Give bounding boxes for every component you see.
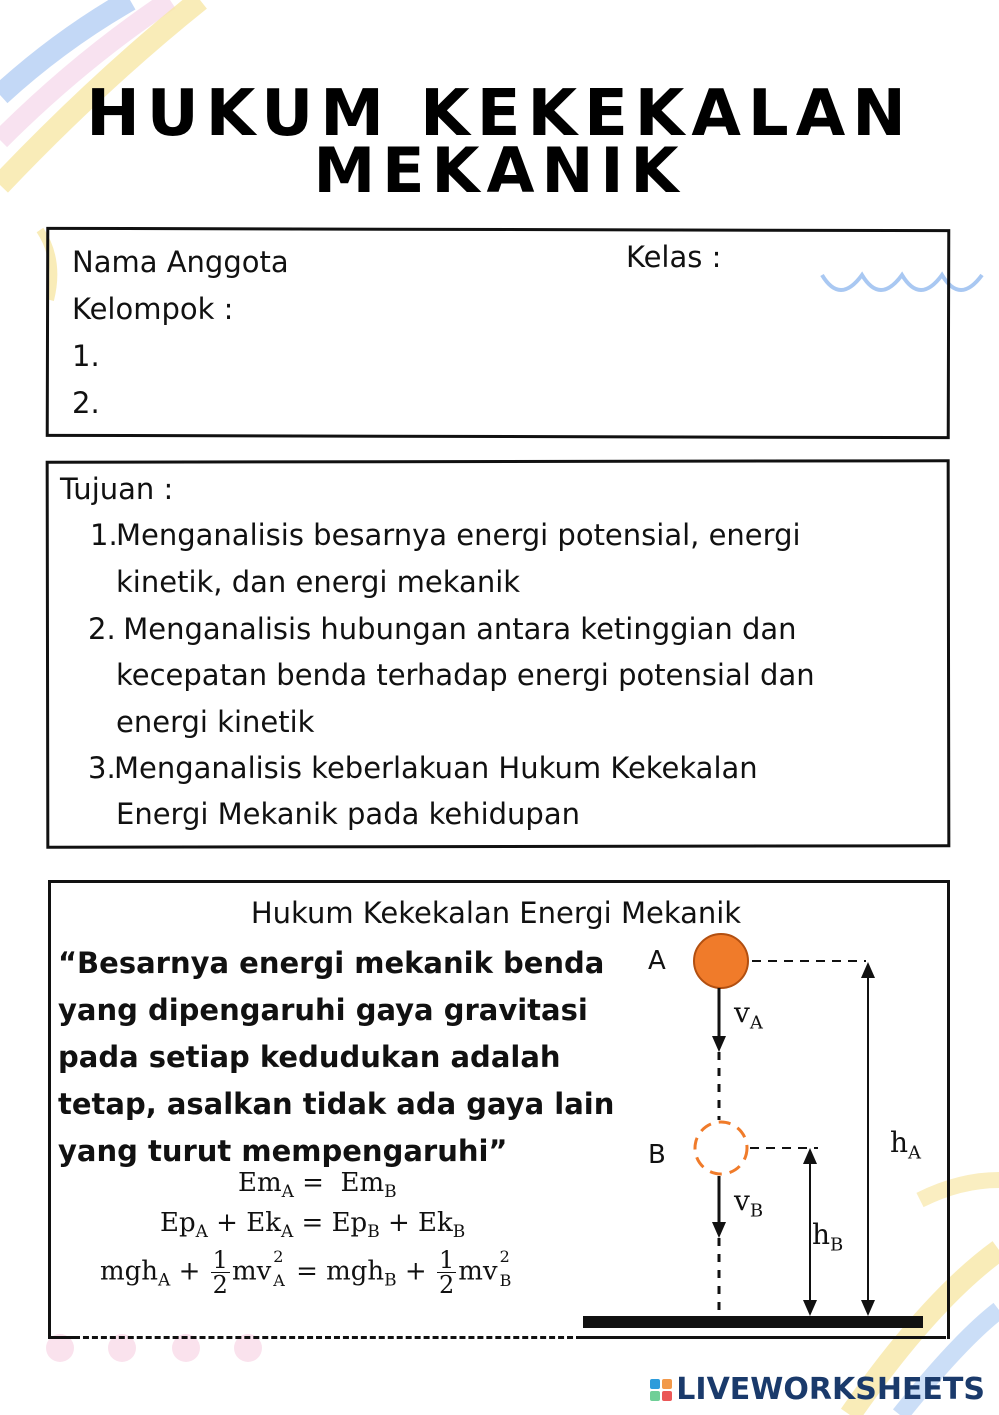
goal-text: Menganalisis keberlakuan Hukum Kekekalan	[114, 751, 758, 785]
member-1-number: 1.	[72, 339, 100, 373]
goals-heading: Tujuan :	[60, 472, 174, 506]
label-point-b: B	[648, 1140, 666, 1170]
goal-item-2-cont-1: kecepatan benda terhadap energi potensial dan	[116, 658, 815, 692]
height-b-arrow-bottom	[803, 1300, 817, 1316]
goal-text: Menganalisis besarnya energi potensial, energi	[116, 518, 801, 552]
goal-item-2-cont-2: energi kinetik	[116, 705, 315, 739]
class-label: Kelas :	[626, 240, 722, 274]
quote-line: yang dipengaruhi gaya gravitasi	[58, 993, 588, 1027]
goal-number: 2.	[88, 612, 116, 646]
label-velocity-b-main: v	[734, 1184, 750, 1217]
law-title: Hukum Kekekalan Energi Mekanik	[250, 896, 742, 930]
velocity-a-arrowhead	[712, 1036, 726, 1052]
label-velocity-a-sub: A	[749, 1012, 763, 1034]
member-2-number: 2.	[72, 386, 100, 420]
label-height-b-sub: B	[830, 1234, 844, 1256]
goal-text: Menganalisis hubungan antara ketinggian dan	[114, 612, 797, 646]
label-velocity-a-main: v	[734, 996, 750, 1029]
ball-a	[694, 934, 748, 988]
quote-line: yang turut mempengaruhi”	[58, 1134, 508, 1168]
label-height-a-main: h	[890, 1126, 909, 1159]
goal-item-1-cont: kinetik, dan energi mekanik	[116, 565, 521, 599]
ground	[583, 1316, 923, 1328]
group-label: Kelompok :	[72, 292, 234, 326]
ball-b	[695, 1122, 747, 1174]
quote-line: tetap, asalkan tidak ada gaya lain	[58, 1087, 615, 1121]
equation-2: $Ep_A + Ek_A = Ep_B + Ek_B$	[160, 1208, 466, 1243]
equation-1: $Em_A = Em_B$	[238, 1168, 397, 1203]
label-velocity-b	[734, 1184, 763, 1222]
goal-item-3-cont: Energi Mekanik pada kehidupan	[116, 797, 580, 831]
velocity-b-arrowhead	[712, 1222, 726, 1238]
page-title-line-2: MEKANIK	[313, 134, 686, 207]
label-height-b-main: h	[812, 1218, 831, 1251]
liveworksheets-logo-icon	[650, 1379, 672, 1401]
quote-line: “Besarnya energi mekanik benda	[58, 946, 605, 980]
label-velocity-b-sub: B	[749, 1200, 764, 1222]
height-a-arrow-top	[861, 962, 875, 978]
brand-text: LIVEWORKSHEETS	[676, 1372, 985, 1407]
height-a-arrow-bottom	[861, 1300, 875, 1316]
page-title-line-1: HUKUM KEKEKALAN	[86, 77, 913, 151]
height-b-arrow-top	[803, 1148, 817, 1164]
label-height-a-sub: A	[908, 1142, 922, 1164]
label-height-b	[812, 1218, 843, 1256]
quote-line: pada setiap kedudukan adalah	[58, 1040, 561, 1074]
label-height-a	[890, 1126, 921, 1164]
goal-number: 1.	[90, 518, 118, 552]
label-point-a: A	[648, 946, 666, 976]
goal-number: 3.	[88, 751, 116, 785]
label-velocity-a	[734, 996, 763, 1034]
name-label: Nama Anggota	[72, 245, 289, 279]
equation-3: mgh$_A$ + $\frac{1}{2}$ mv 2 A = mgh$_B$ + $\frac{1}{2}$ mv 2 B	[100, 1246, 512, 1299]
liveworksheets-brand[interactable]	[650, 1372, 985, 1407]
